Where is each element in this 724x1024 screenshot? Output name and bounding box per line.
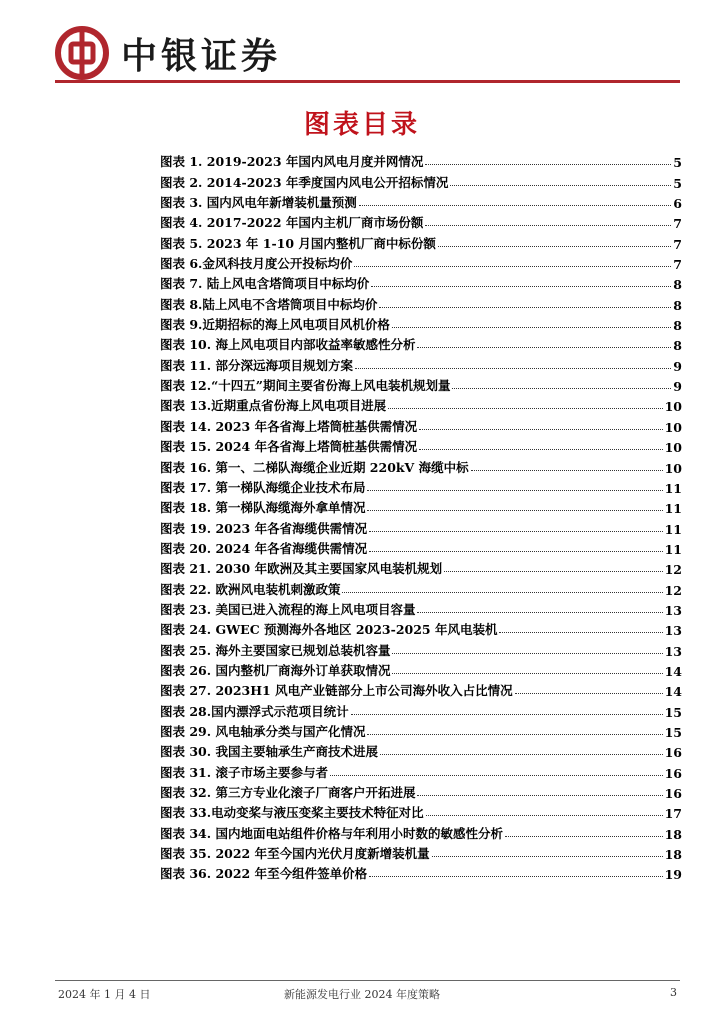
toc-entry-label: 图表 23. 美国已进入流程的海上风电项目容量 — [160, 601, 416, 617]
toc-leader-dots — [392, 327, 671, 328]
toc-entry-page: 12 — [664, 582, 682, 598]
toc-entry-label: 图表 7. 陆上风电含塔筒项目中标均价 — [160, 276, 370, 292]
toc-entry[interactable] — [160, 638, 682, 658]
toc-entry[interactable] — [160, 781, 682, 801]
toc-entry[interactable] — [160, 577, 682, 597]
toc-entry[interactable] — [160, 353, 682, 373]
toc-entry[interactable] — [160, 313, 682, 333]
toc-entry[interactable] — [160, 618, 682, 638]
toc-entry-label: 图表 17. 第一梯队海缆企业技术布局 — [160, 479, 366, 495]
toc-entry[interactable] — [160, 170, 682, 190]
toc-entry-label: 图表 2. 2014-2023 年季度国内风电公开招标情况 — [160, 174, 449, 190]
footer-page-number: 3 — [670, 986, 677, 999]
footer-report-title: 新能源发电行业 2024 年度策略 — [284, 988, 440, 1001]
toc-leader-dots — [369, 551, 663, 552]
toc-entry-page: 16 — [664, 786, 682, 801]
toc-entry-label: 图表 27. 2023H1 风电产业链部分上市公司海外收入占比情况 — [160, 683, 513, 699]
toc-entry-page: 6 — [673, 196, 682, 212]
toc-entry-page: 9 — [673, 379, 682, 395]
toc-entry-label: 图表 9.近期招标的海上风电项目风机价格 — [160, 317, 390, 333]
toc-entry-page: 18 — [664, 847, 682, 863]
toc-entry-label: 图表 15. 2024 年各省海上塔筒桩基供需情况 — [160, 439, 418, 455]
toc-entry[interactable] — [160, 333, 682, 353]
toc-entry-label: 图表 32. 第三方专业化滚子厂商客户开拓进展 — [160, 785, 416, 800]
toc-entry-page: 5 — [673, 155, 682, 171]
toc-entry-label: 图表 33.电动变桨与液压变桨主要技术特征对比 — [160, 805, 424, 821]
toc-entry[interactable] — [160, 557, 682, 577]
table-of-figures — [160, 150, 682, 882]
page-header — [55, 22, 680, 80]
toc-entry[interactable] — [160, 455, 682, 475]
toc-leader-dots — [351, 714, 663, 715]
toc-entry-label: 图表 19. 2023 年各省海缆供需情况 — [160, 520, 368, 536]
toc-leader-dots — [450, 185, 671, 186]
toc-entry[interactable] — [160, 191, 682, 211]
toc-entry-page: 10 — [664, 399, 682, 415]
toc-entry-page: 11 — [664, 541, 682, 557]
toc-entry-page: 12 — [664, 562, 682, 578]
toc-entry[interactable] — [160, 720, 682, 740]
toc-leader-dots — [392, 653, 662, 654]
toc-entry-page: 5 — [673, 175, 682, 191]
toc-leader-dots — [419, 449, 663, 450]
toc-entry-label: 图表 35. 2022 年至今国内光伏月度新增装机量 — [160, 846, 430, 862]
toc-leader-dots — [388, 408, 662, 409]
toc-entry[interactable] — [160, 821, 682, 841]
toc-entry[interactable] — [160, 679, 682, 699]
toc-leader-dots — [417, 795, 662, 796]
toc-leader-dots — [330, 775, 663, 776]
footer-divider — [55, 980, 680, 981]
toc-entry-page: 13 — [664, 623, 682, 639]
toc-entry-label: 图表 10. 海上风电项目内部收益率敏感性分析 — [160, 337, 416, 353]
toc-leader-dots — [379, 307, 671, 308]
toc-entry-page: 8 — [673, 318, 682, 334]
toc-entry[interactable] — [160, 801, 682, 821]
toc-entry-label: 图表 6.金风科技月度公开投标均价 — [160, 256, 353, 272]
bank-of-china-logo-icon — [55, 26, 109, 80]
toc-entry-page: 14 — [664, 684, 682, 700]
toc-entry-page: 14 — [664, 663, 682, 679]
toc-leader-dots — [417, 347, 671, 348]
toc-leader-dots — [369, 531, 663, 532]
toc-entry[interactable] — [160, 252, 682, 272]
toc-entry-label: 图表 29. 风电轴承分类与国产化情况 — [160, 723, 366, 739]
header-divider — [55, 80, 680, 83]
toc-entry[interactable] — [160, 760, 682, 780]
toc-entry[interactable] — [160, 516, 682, 536]
toc-entry-page: 7 — [673, 216, 682, 232]
toc-entry-page: 18 — [664, 826, 682, 842]
toc-entry-label: 图表 1. 2019-2023 年国内风电月度并网情况 — [160, 154, 424, 170]
toc-entry-label: 图表 21. 2030 年欧洲及其主要国家风电装机规划 — [160, 561, 443, 577]
toc-entry-label: 图表 28.国内漂浮式示范项目统计 — [160, 703, 349, 719]
toc-entry-label: 图表 24. GWEC 预测海外各地区 2023-2025 年风电装机 — [160, 622, 498, 638]
toc-leader-dots — [452, 388, 671, 389]
toc-leader-dots — [392, 673, 662, 674]
toc-entry-label: 图表 26. 国内整机厂商海外订单获取情况 — [160, 662, 391, 678]
toc-leader-dots — [359, 205, 672, 206]
toc-leader-dots — [471, 470, 663, 471]
toc-entry-page: 17 — [664, 806, 682, 822]
toc-leader-dots — [367, 734, 662, 735]
toc-entry[interactable] — [160, 862, 682, 882]
toc-entry-label: 图表 34. 国内地面电站组件价格与年利用小时数的敏感性分析 — [160, 825, 503, 841]
toc-entry-page: 8 — [673, 277, 682, 293]
toc-entry[interactable] — [160, 374, 682, 394]
toc-leader-dots — [425, 164, 671, 165]
toc-entry-label: 图表 16. 第一、二梯队海缆企业近期 220kV 海缆中标 — [160, 459, 469, 475]
toc-entry[interactable] — [160, 272, 682, 292]
toc-entry-page: 10 — [664, 440, 682, 456]
toc-entry-label: 图表 8.陆上风电不含塔筒项目中标均价 — [160, 296, 378, 312]
toc-entry[interactable] — [160, 476, 682, 496]
toc-leader-dots — [367, 490, 662, 491]
toc-entry-label: 图表 13.近期重点省份海上风电项目进展 — [160, 398, 387, 414]
toc-leader-dots — [444, 571, 663, 572]
toc-entry-page: 10 — [664, 460, 682, 476]
toc-entry[interactable] — [160, 394, 682, 414]
toc-entry[interactable] — [160, 699, 682, 719]
toc-entry[interactable] — [160, 842, 682, 862]
toc-entry[interactable] — [160, 414, 682, 434]
toc-leader-dots — [417, 612, 662, 613]
toc-entry-label: 图表 31. 滚子市场主要参与者 — [160, 764, 328, 780]
brand-name: 中银证券 — [121, 36, 282, 77]
toc-entry[interactable] — [160, 435, 682, 455]
toc-entry-page: 7 — [673, 257, 682, 273]
toc-leader-dots — [369, 876, 663, 877]
toc-entry-page: 13 — [664, 602, 682, 618]
footer-date: 2024 年 1 月 4 日 — [58, 988, 151, 1001]
toc-entry-page: 16 — [664, 745, 682, 761]
toc-leader-dots — [419, 429, 663, 430]
toc-entry-page: 15 — [664, 724, 682, 740]
toc-leader-dots — [505, 836, 663, 837]
toc-entry-label: 图表 22. 欧洲风电装机刺激政策 — [160, 581, 341, 597]
toc-entry[interactable] — [160, 150, 682, 170]
toc-entry-label: 图表 18. 第一梯队海缆海外拿单情况 — [160, 500, 366, 516]
toc-leader-dots — [371, 286, 671, 287]
toc-leader-dots — [438, 246, 671, 247]
toc-entry-label: 图表 25. 海外主要国家已规划总装机容量 — [160, 642, 391, 658]
toc-entry[interactable] — [160, 659, 682, 679]
toc-leader-dots — [342, 592, 662, 593]
toc-entry[interactable] — [160, 598, 682, 618]
toc-entry-page: 8 — [673, 338, 682, 354]
toc-leader-dots — [426, 815, 663, 816]
toc-entry[interactable] — [160, 496, 682, 516]
toc-entry-label: 图表 12.“十四五”期间主要省份海上风电装机规划量 — [160, 378, 451, 394]
toc-entry[interactable] — [160, 537, 682, 557]
toc-leader-dots — [354, 266, 671, 267]
toc-entry[interactable] — [160, 292, 682, 312]
toc-entry-label: 图表 14. 2023 年各省海上塔筒桩基供需情况 — [160, 418, 418, 434]
toc-entry-label: 图表 36. 2022 年至今组件签单价格 — [160, 866, 368, 882]
toc-entry-label: 图表 30. 我国主要轴承生产商技术进展 — [160, 744, 378, 760]
toc-leader-dots — [367, 510, 662, 511]
toc-entry-label: 图表 5. 2023 年 1-10 月国内整机厂商中标份额 — [160, 235, 436, 251]
toc-entry-page: 8 — [673, 297, 682, 313]
toc-entry-page: 13 — [664, 643, 682, 659]
toc-leader-dots — [515, 693, 663, 694]
toc-leader-dots — [425, 225, 671, 226]
toc-entry-label: 图表 11. 部分深远海项目规划方案 — [160, 357, 353, 373]
toc-entry[interactable] — [160, 211, 682, 231]
toc-entry-label: 图表 20. 2024 年各省海缆供需情况 — [160, 540, 368, 556]
toc-entry-page: 9 — [673, 358, 682, 374]
toc-entry-page: 10 — [664, 419, 682, 435]
toc-leader-dots — [355, 368, 671, 369]
toc-entry-page: 11 — [664, 521, 682, 537]
toc-entry-page: 15 — [664, 704, 682, 720]
toc-leader-dots — [432, 856, 663, 857]
toc-entry-page: 11 — [664, 480, 682, 496]
toc-leader-dots — [380, 754, 663, 755]
toc-entry-page: 11 — [664, 501, 682, 517]
toc-entry[interactable] — [160, 231, 682, 251]
toc-entry-page: 19 — [664, 867, 682, 883]
page-title: 图表目录 — [303, 110, 420, 140]
toc-entry-page: 16 — [664, 765, 682, 781]
toc-entry-label: 图表 3. 国内风电年新增装机量预测 — [160, 195, 357, 211]
toc-entry-page: 7 — [673, 236, 682, 252]
toc-leader-dots — [499, 632, 662, 633]
toc-entry-label: 图表 4. 2017-2022 年国内主机厂商市场份额 — [160, 215, 424, 231]
toc-entry[interactable] — [160, 740, 682, 760]
